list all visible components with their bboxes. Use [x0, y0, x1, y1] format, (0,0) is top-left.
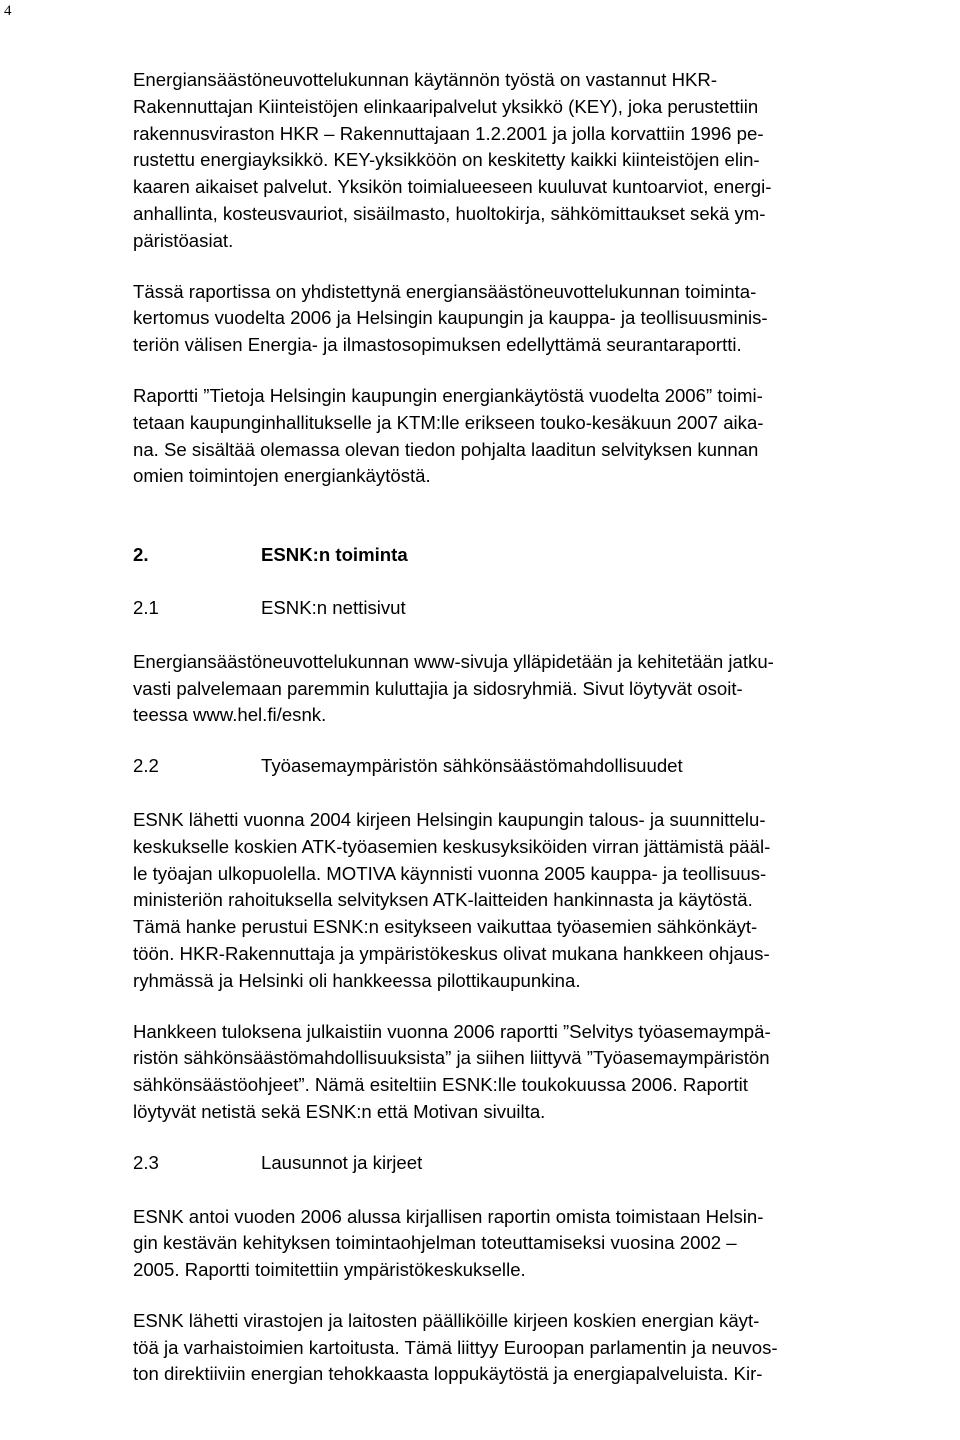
text-line: ESNK lähetti virastojen ja laitosten päälliköille kirjeen koskien energian käyt- — [133, 1309, 760, 1331]
text-line: kertomus vuodelta 2006 ja Helsingin kaupungin ja kauppa- ja teollisuusminis- — [133, 307, 768, 329]
text-line: Energiansäästöneuvottelukunnan käytännön työstä on vastannut HKR- — [133, 69, 718, 90]
text-line: tetaan kaupunginhallitukselle ja KTM:lle erikseen touko-kesäkuun 2007 aika- — [133, 411, 764, 433]
text-line: Tämä hanke perustui ESNK:n esitykseen vaikuttaa työasemien sähkönkäyt- — [133, 916, 758, 938]
subsection-number: 2.3 — [133, 1151, 159, 1173]
text-line: sähkönsäästöohjeet”. Nämä esiteltiin ESNK:lle toukokuussa 2006. Raportit — [133, 1074, 748, 1096]
text-line: Rakennuttajan Kiinteistöjen elinkaaripalvelut yksikkö (KEY), joka perustettiin — [133, 95, 759, 117]
text-line: 2005. Raportti toimitettiin ympäristökeskukselle. — [133, 1259, 526, 1281]
text-line: Raportti ”Tietoja Helsingin kaupungin energiankäytöstä vuodelta 2006” toimi- — [133, 384, 763, 406]
text-line: gin kestävän kehityksen toimintaohjelman toteuttamiseksi vuosina 2002 – — [133, 1232, 737, 1254]
text-line: teessa www.hel.fi/esnk. — [133, 704, 327, 726]
text-line: ESNK lähetti vuonna 2004 kirjeen Helsingin kaupungin talous- ja suunnittelu- — [133, 808, 766, 830]
text-line: töön. HKR-Rakennuttaja ja ympäristökeskus olivat mukana hankkeen ohjaus- — [133, 942, 770, 964]
section-heading — [133, 542, 951, 569]
subsection-heading-2-3 — [133, 1150, 951, 1177]
text-line: anhallinta, kosteusvauriot, sisäilmasto, huoltokirja, sähkömittaukset sekä ym- — [133, 202, 766, 224]
text-line: le työajan ulkopuolella. MOTIVA käynnisti vuonna 2005 kauppa- ja teollisuus- — [133, 862, 767, 884]
section-title: ESNK:n toiminta — [261, 544, 408, 566]
text-line: ristön sähkönsäästömahdollisuuksista” ja siihen liittyvä ”Työasemaympäristön — [133, 1047, 770, 1069]
text-line: Energiansäästöneuvottelukunnan www-sivuja ylläpidetään ja kehitetään jatku- — [133, 650, 774, 672]
text-line: ton direktiiviin energian tehokkaasta loppukäytöstä ja energiapalveluista. Kir- — [133, 1363, 763, 1385]
text-line: ESNK antoi vuoden 2006 alussa kirjallisen raportin omista toimistaan Helsin- — [133, 1205, 764, 1227]
page-number: 4 — [4, 3, 12, 19]
subsection-2-1-paragraph-1 — [133, 649, 951, 729]
subsection-2-3-paragraph-1 — [133, 1204, 951, 1284]
subsection-title: Lausunnot ja kirjeet — [261, 1151, 423, 1173]
section-number: 2. — [133, 544, 149, 566]
text-line: töä ja varhaistoimien kartoitusta. Tämä liittyy Euroopan parlamentin ja neuvos- — [133, 1336, 778, 1358]
text-line: vasti palvelemaan paremmin kuluttajia ja sidosryhmiä. Sivut löytyvät osoit- — [133, 677, 743, 699]
text-line: omien toimintojen energiankäytöstä. — [133, 465, 431, 487]
text-line: ryhmässä ja Helsinki oli hankkeessa pilottikaupunkina. — [133, 969, 581, 991]
text-line: ministeriön rahoituksella selvityksen ATK-laitteiden hankinnasta ja käytöstä. — [133, 889, 753, 911]
text-line: kaaren aikaiset palvelut. Yksikön toimialueeseen kuuluvat kuntoarviot, energi- — [133, 176, 772, 198]
subsection-title: ESNK:n nettisivut — [261, 596, 406, 618]
subsection-heading-2-1 — [133, 595, 951, 622]
subsection-title: Työasemaympäristön sähkönsäästömahdollisuudet — [261, 755, 683, 777]
subsection-2-2-paragraph-2 — [133, 1019, 951, 1126]
text-line: Hankkeen tuloksena julkaistiin vuonna 2006 raportti ”Selvitys työasemaympä- — [133, 1020, 771, 1042]
text-line: keskukselle koskien ATK-työasemien keskusyksiköiden virran jättämistä pääl- — [133, 835, 771, 857]
subsection-2-2-paragraph-1 — [133, 807, 951, 995]
subsection-heading-2-2 — [133, 753, 951, 780]
intro-paragraph-2 — [133, 279, 951, 359]
text-line: teriön välisen Energia- ja ilmastosopimuksen edellyttämä seurantaraportti. — [133, 334, 742, 356]
intro-paragraph-3 — [133, 383, 951, 490]
text-line: na. Se sisältää olemassa olevan tiedon pohjalta laaditun selvityksen kunnan — [133, 438, 759, 460]
subsection-number: 2.1 — [133, 596, 159, 618]
intro-paragraph-1 — [133, 67, 951, 255]
subsection-2-3-paragraph-2 — [133, 1308, 951, 1388]
text-line: löytyvät netistä sekä ESNK:n että Motivan sivuilta. — [133, 1100, 546, 1122]
text-line: rakennusviraston HKR – Rakennuttajaan 1.2.2001 ja jolla korvattiin 1996 pe- — [133, 122, 764, 144]
text-line: päristöasiat. — [133, 229, 234, 251]
document-body — [133, 67, 951, 1412]
subsection-number: 2.2 — [133, 755, 159, 777]
text-line: Tässä raportissa on yhdistettynä energiansäästöneuvottelukunnan toiminta- — [133, 280, 757, 302]
text-line: rustettu energiayksikkö. KEY-yksikköön on keskitetty kaikki kiinteistöjen elin- — [133, 149, 760, 171]
